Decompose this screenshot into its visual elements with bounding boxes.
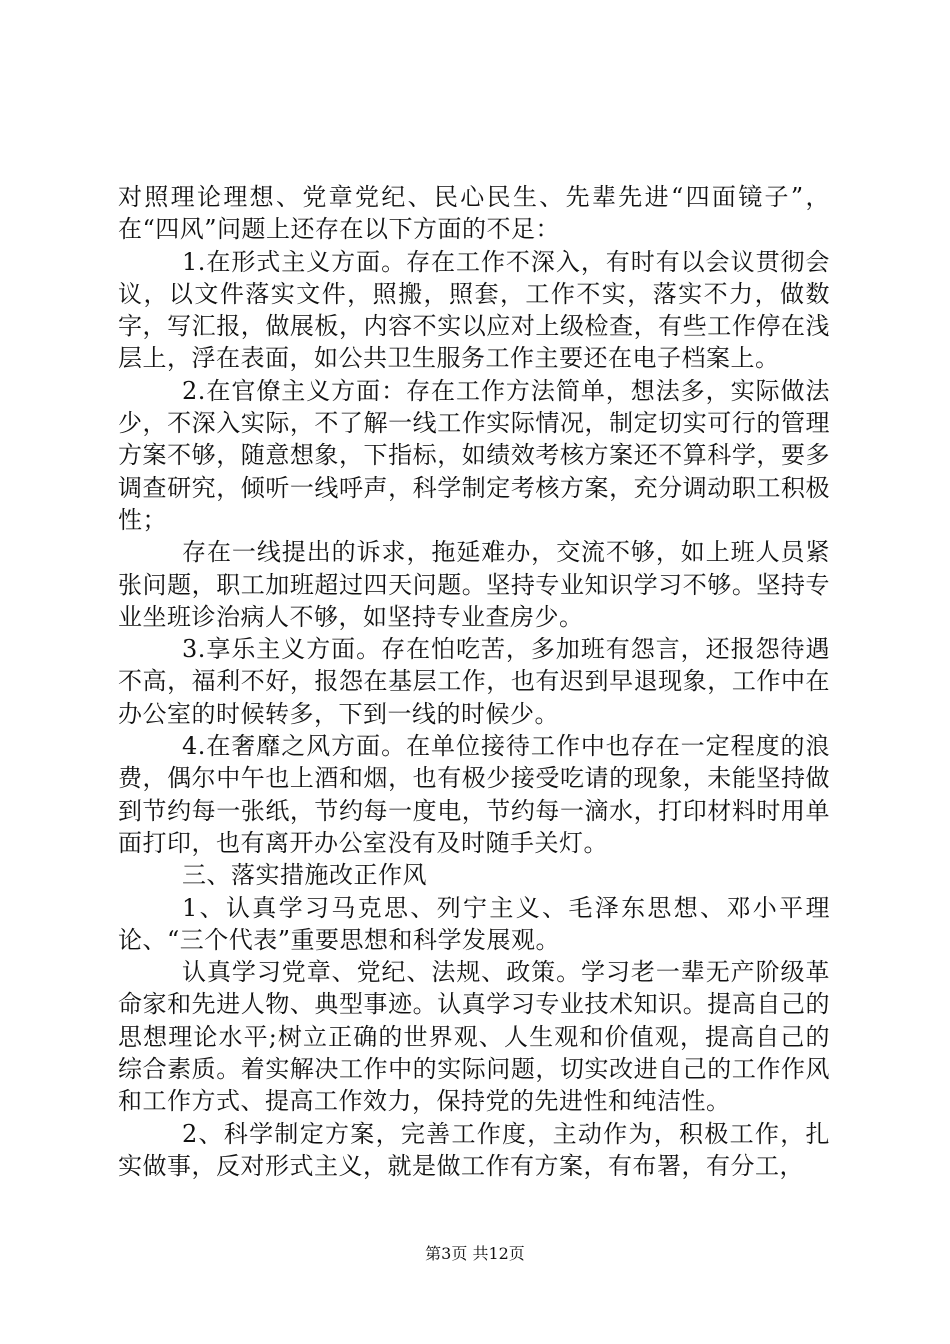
paragraph: 2.在官僚主义方面：存在工作方法简单，想法多，实际做法少，不深入实际，不了解一线工作实际情况，制定切实可行的管理方案不够，随意想象，下指标，如绩效考核方案还不算科学，要多调查研究，倾听一线呼声，科学制定考核方案，充分调动职工积极性；: [118, 376, 830, 534]
paragraph: 4.在奢靡之风方面。在单位接待工作中也存在一定程度的浪费，偶尔中午也上酒和烟，也有极少接受吃请的现象，未能坚持做到节约每一张纸，节约每一度电，节约每一滴水，打印材料时用单面打印，也有离开办公室没有及时随手关灯。: [118, 732, 830, 857]
document-body: [118, 181, 830, 1182]
paragraph: 3.享乐主义方面。存在怕吃苦，多加班有怨言，还报怨待遇不高，福利不好，报怨在基层工作，也有迟到早退现象，工作中在办公室的时候转多，下到一线的时候少。: [118, 635, 830, 728]
paragraph: 认真学习党章、党纪、法规、政策。学习老一辈无产阶级革命家和先进人物、典型事迹。认真学习专业技术知识。提高自己的思想理论水平;树立正确的世界观、人生观和价值观，提高自己的综合素质。着实解决工作中的实际问题，切实改进自己的工作作风和工作方式、提高工作效力，保持党的先进性和纯洁性。: [118, 958, 830, 1116]
page-number-label: 第3页 共12页: [425, 1244, 525, 1263]
paragraph: 2、科学制定方案，完善工作度，主动作为，积极工作，扎实做事，反对形式主义，就是做工作有方案，有布署，有分工，: [118, 1119, 830, 1180]
paragraph: 对照理论理想、党章党纪、民心民生、先辈先进“四面镜子”，在“四风”问题上还存在以下方面的不足：: [118, 183, 830, 244]
paragraph: 1、认真学习马克思、列宁主义、毛泽东思想、邓小平理论、“三个代表”重要思想和科学发展观。: [118, 893, 830, 954]
page-footer: [0, 1244, 950, 1264]
paragraph: 1.在形式主义方面。存在工作不深入，有时有以会议贯彻会议，以文件落实文件，照搬，照套，工作不实，落实不力，做数字，写汇报，做展板，内容不实以应对上级检查，有些工作停在浅层上，浮在表面，如公共卫生服务工作主要还在电子档案上。: [118, 247, 830, 373]
paragraph: 存在一线提出的诉求，拖延难办，交流不够，如上班人员紧张问题，职工加班超过四天问题。坚持专业知识学习不够。坚持专业坐班诊治病人不够，如坚持专业查房少。: [118, 538, 830, 631]
section-heading: 三、落实措施改正作风: [182, 861, 427, 890]
